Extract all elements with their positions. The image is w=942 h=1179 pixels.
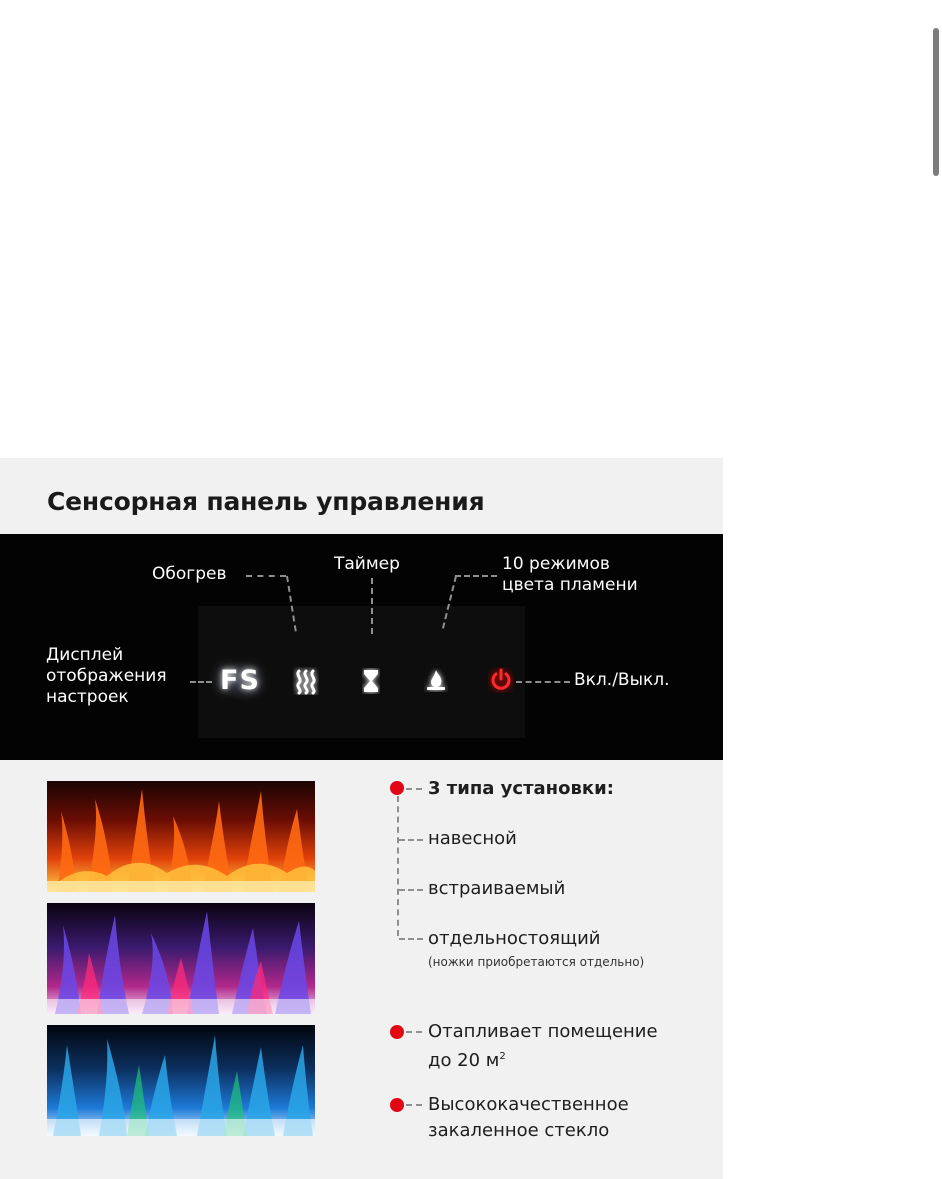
control-panel-photo	[0, 534, 723, 760]
install-type-built-in: встраиваемый	[428, 878, 566, 899]
square-unit-sup: 2	[499, 1051, 506, 1062]
timer-leader	[371, 578, 373, 634]
page-scrollbar[interactable]	[933, 28, 939, 176]
install-type-wall: навесной	[428, 828, 517, 849]
flame-modes-label-line2: цвета пламени	[502, 575, 638, 595]
install-note: (ножки приобретаются отдельно)	[428, 955, 645, 969]
install-types-title: 3 типа установки:	[428, 778, 614, 799]
orange-flame-image	[47, 781, 315, 892]
timer-label: Таймер	[334, 554, 400, 574]
power-icon[interactable]	[488, 667, 514, 693]
purple-flame-image	[47, 903, 315, 1014]
heating-bullet-dot	[390, 1025, 404, 1039]
install-branch-3	[399, 938, 423, 940]
flame-modes-label-line1: 10 режимов	[502, 554, 610, 574]
heating-area-line2: до 20 $м^2$	[428, 1050, 506, 1071]
display-label-line2: отображения	[46, 666, 167, 686]
blue-flame-image	[47, 1025, 315, 1136]
glass-bullet-dot	[390, 1098, 404, 1112]
heating-label: Обогрев	[152, 564, 227, 584]
flame-leader-h	[455, 575, 497, 577]
install-type-freestanding: отдельностоящий	[428, 928, 601, 949]
glass-bullet-leader	[406, 1104, 422, 1106]
heating-bullet-leader	[406, 1031, 422, 1033]
flame-icon[interactable]	[424, 668, 448, 692]
install-tree-line	[397, 796, 399, 936]
card-title: Сенсорная панель управления	[47, 487, 485, 516]
display-leader	[190, 681, 212, 683]
install-bullet-leader	[406, 788, 422, 790]
heating-area-line1: Отапливает помещение	[428, 1021, 658, 1042]
glass-line2: закаленное стекло	[428, 1120, 610, 1141]
heat-waves-icon[interactable]	[293, 667, 319, 695]
glass-line1: Высококачественное	[428, 1094, 629, 1115]
display-label-line1: Дисплей	[46, 645, 124, 665]
hourglass-icon[interactable]	[362, 668, 380, 694]
install-branch-2	[399, 889, 423, 891]
power-leader	[516, 681, 570, 683]
display-label-line3: настроек	[46, 687, 129, 707]
install-bullet-dot	[390, 781, 404, 795]
settings-display: FS	[215, 662, 265, 700]
power-label: Вкл./Выкл.	[574, 670, 670, 690]
install-branch-1	[399, 839, 423, 841]
product-feature-card	[0, 458, 723, 1179]
heating-leader-h	[246, 575, 286, 577]
